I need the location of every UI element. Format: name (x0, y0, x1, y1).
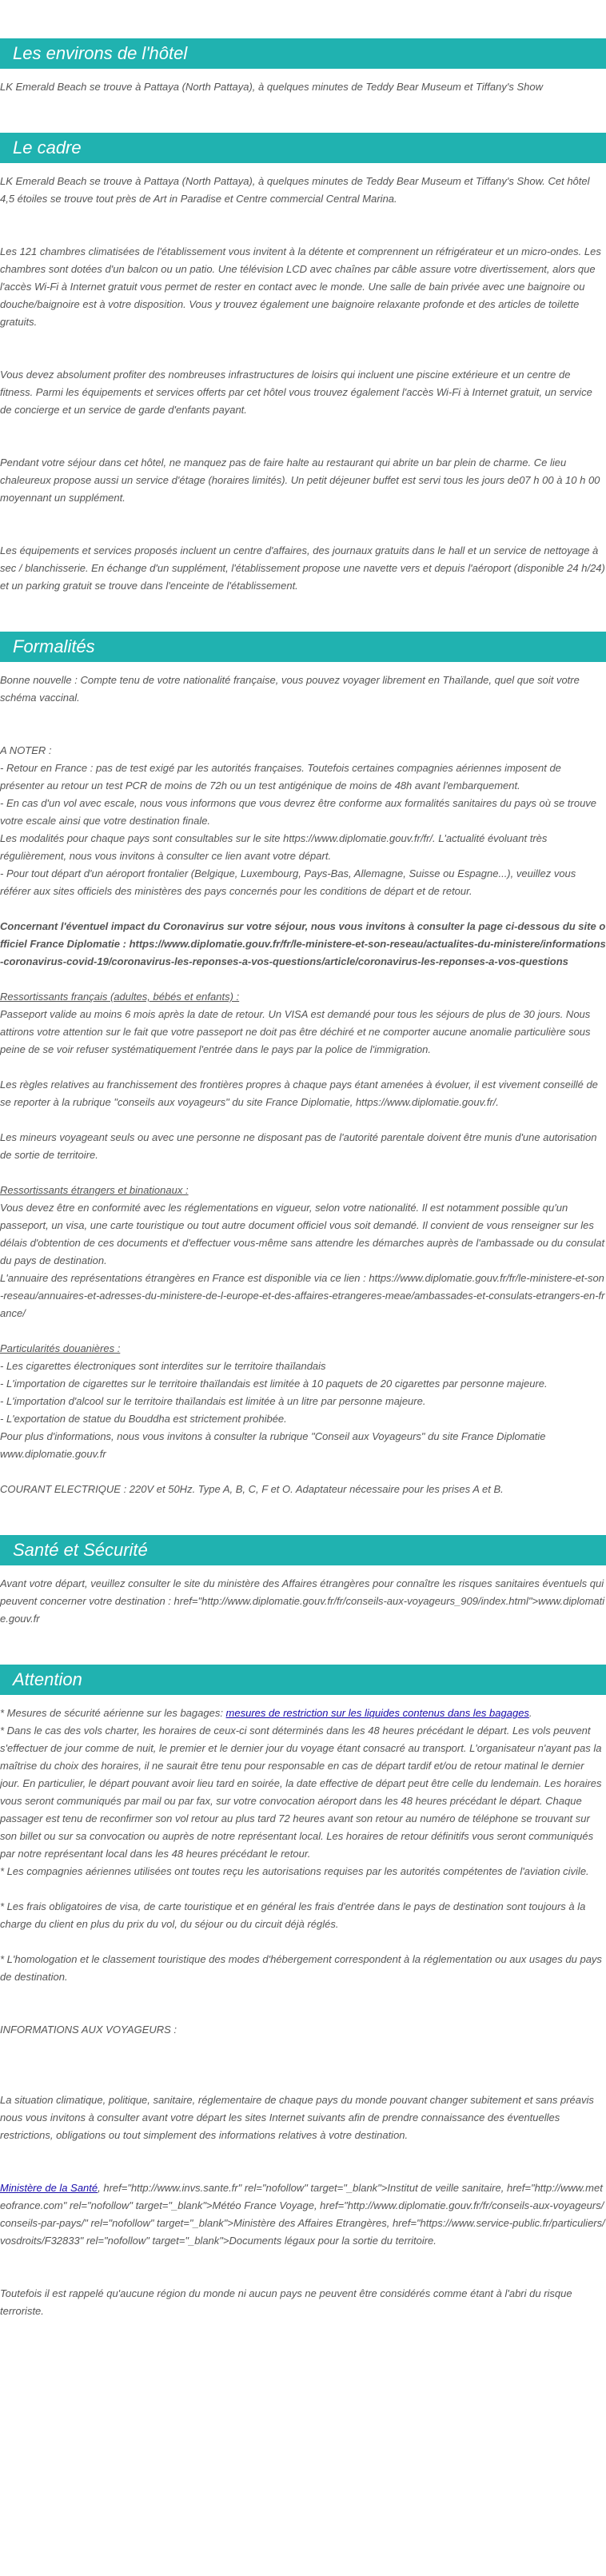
section-environs (0, 38, 606, 96)
section-attention (0, 1665, 606, 2320)
note-title: A NOTER : (0, 744, 52, 756)
bagages-suffix: . (528, 1707, 532, 1719)
mineurs-text: Les mineurs voyageant seuls ou avec une personne ne disposant pas de l'autorité parentale doivent être munis d'une autorisation de sortie de territoire. (0, 1131, 597, 1161)
terrorisme-text: Toutefois il est rappelé qu'aucune région du monde ni aucun pays ne peuvent être considérés comme étant à l'abri du risque terroriste. (0, 2287, 572, 2317)
douane-line: - Les cigarettes électroniques sont interdites sur le territoire thaïlandais (0, 1360, 326, 1372)
note-line: - Retour en France : pas de test exigé par les autorités françaises. Toutefois certaines compagnies aériennes imposent de présenter au retour un test PCR de moins de 72h ou un test antigénique de moins de 48h avant l'embarquement. (0, 762, 561, 792)
section-title-sante: Santé et Sécurité (0, 1535, 606, 1565)
bagages-prefix: * Mesures de sécurité aérienne sur les bagages: (0, 1707, 226, 1719)
regles-frontieres: Les règles relatives au franchissement des frontières propres à chaque pays étant amenées à évoluer, il est vivement conseillé de se reporter à la rubrique "conseils aux voyageurs" du site France Diplomatie, https://www.diplomatie.gouv.fr/. (0, 1079, 598, 1108)
section-title-environs: Les environs de l'hôtel (0, 38, 606, 69)
cadre-paragraph: Les 121 chambres climatisées de l'établissement vous invitent à la détente et comprennent un réfrigérateur et un micro-ondes. Les chambres sont dotées d'un balcon ou un patio. Une télévision LCD avec chaînes par câble assure votre divertissement, alors que l'accès Wi-Fi à Internet gratuit vous permet de rester en contact avec le monde. Une salle de bain privée avec une baignoire ou douche/baignoire est à votre disposition. Vous y trouvez également une baignoire relaxante profonde et des articles de toilette gratuits. (0, 245, 601, 328)
infos-voyageurs-title: INFORMATIONS AUX VOYAGEURS : (0, 2024, 177, 2036)
cadre-paragraph: LK Emerald Beach se trouve à Pattaya (North Pattaya), à quelques minutes de Teddy Bear Museum et Tiffany's Show. Cet hôtel 4,5 étoiles se trouve tout près de Art in Paradise et Centre commercial Central Marina. (0, 175, 590, 205)
section-title-attention: Attention (0, 1665, 606, 1695)
annuaire-text: L'annuaire des représentations étrangères en France est disponible via ce lien : https://www.diplomatie.gouv.fr/fr/le-ministere-et-son-reseau/annuaires-et-adresses-du-ministere-de-l-europe-et-des-affaires-etrangeres-meae/ambassades-et-consulats-etrangers-en-france/ (0, 1272, 605, 1319)
compagnies-text: * Les compagnies aériennes utilisées ont toutes reçu les autorisations requises par les autorités compétentes de l'aviation civile. (0, 1865, 589, 1877)
homologation-text: * L'homologation et le classement touristique des modes d'hébergement correspondent à la réglementation ou aux usages du pays de destination. (0, 1953, 602, 1983)
section-title-cadre: Le cadre (0, 133, 606, 163)
ministere-sante-link[interactable]: Ministère de la Santé (0, 2182, 98, 2194)
environs-content (0, 69, 606, 96)
ministere-links (0, 2179, 606, 2250)
formalites-intro: Bonne nouvelle : Compte tenu de votre nationalité française, vous pouvez voyager librement en Thaïlande, quel que soit votre schéma vaccinal. (0, 674, 580, 704)
douane-title: Particularités douanières : (0, 1342, 121, 1354)
ressortissants-francais-text: Passeport valide au moins 6 mois après la date de retour. Un VISA est demandé pour tous les séjours de plus de 30 jours. Nous attirons votre attention sur le fait que votre passeport ne doit pas être déchiré et ne comporter aucune anomalie particulière sous peine de se voir refuser systématiquement l'entrée dans le pays par la police de l'immigration. (0, 1008, 591, 1055)
note-line: Les modalités pour chaque pays sont consultables sur le site https://www.diplomatie.gouv.fr/fr/. L'actualité évoluant très régulièrement, nous vous invitons à consulter ce lien avant votre départ. (0, 832, 548, 862)
ressortissants-etrangers-text: Vous devez être en conformité avec les réglementations en vigueur, selon votre nationalité. Il est notamment possible qu'un passeport, un visa, une carte touristique ou tout autre document officiel vous soit demandé. Il convient de vous renseigner sur les délais d'obtention de ces documents et d'effectuer vous-même sans attendre les démarches auprès de l'ambassade ou du consulat du pays de destination. (0, 1202, 605, 1266)
charter-text: * Dans le cas des vols charter, les horaires de ceux-ci sont déterminés dans les 48 heures précédant le départ. Les vols peuvent s'effectuer de jour comme de nuit, le premier et le dernier jour du voyage étant consacré au transport. L'organisateur n'ayant pas la maîtrise du choix des horaires, il ne saurait être tenu pour responsable en cas de départ tardif et/ou de retour matinal le dernier jour. En particulier, le départ pouvant avoir lieu tard en soirée, la date effective de départ peut être celle du lendemain. Les horaires vous seront communiqués par mail ou par fax, sur votre convocation aéroport dans les 48 heures précédant le départ. Chaque passager est tenu de reconfirmer son vol retour au plus tard 72 heures avant son retour au numéro de téléphone se trouvant sur son billet ou sur sa convocation ou auprès de notre représentant local. Les horaires de retour définitifs vous seront communiqués par notre représentant local dans les 48 heures précédant le retour. (0, 1725, 602, 1860)
section-title-formalites: Formalités (0, 632, 606, 662)
frais-text: * Les frais obligatoires de visa, de carte touristique et en général les frais d'entrée dans le pays de destination sont toujours à la charge du client en plus du prix du vol, du séjour ou du circuit déjà réglés. (0, 1900, 586, 1930)
coronavirus-notice: Concernant l'éventuel impact du Coronavirus sur votre séjour, nous vous invitons à consulter la page ci-dessous du site officiel France Diplomatie : https://www.diplomatie.gouv.fr/fr/le-ministere-et-son-reseau/actualites-du-ministere/informations-coronavirus-covid-19/coronavirus-les-reponses-a-vos-questions/article/coronavirus-les-reponses-a-vos-questions (0, 920, 606, 967)
cadre-content (0, 163, 606, 595)
ressortissants-etrangers-title: Ressortissants étrangers et binationaux : (0, 1184, 189, 1196)
section-cadre (0, 133, 606, 595)
formalites-content (0, 662, 606, 1498)
douane-line: - L'importation de cigarettes sur le territoire thaïlandais est limitée à 10 paquets de 20 cigarettes par personne majeure. (0, 1378, 548, 1390)
ministere-links-text: , href="http://www.invs.sante.fr" rel="nofollow" target="_blank">Institut de veille sanitaire, href="http://www.meteofrance.com" rel="nofollow" target="_blank">Météo France Voyage, href="http://www.diplomatie.gouv.fr/fr/conseils-aux-voyageurs/conseils-par-pays/" rel="nofollow" target="_blank">Ministère des Affaires Etrangères, href="https://www.service-public.fr/particuliers/vosdroits/F32833" rel="nofollow" target="_blank">Documents légaux pour la sortie du territoire. (0, 2182, 605, 2247)
douane-line: - L'exportation de statue du Bouddha est strictement prohibée. (0, 1413, 287, 1425)
courant-electrique: COURANT ELECTRIQUE : 220V et 50Hz. Type A, B, C, F et O. Adaptateur nécessaire pour les prises A et B. (0, 1483, 504, 1495)
environs-text: LK Emerald Beach se trouve à Pattaya (North Pattaya), à quelques minutes de Teddy Bear Museum et Tiffany's Show (0, 81, 543, 93)
note-line: - En cas d'un vol avec escale, nous vous informons que vous devrez être conforme aux formalités sanitaires du pays où se trouve votre escale ainsi que votre destination finale. (0, 797, 597, 827)
cadre-paragraph: Les équipements et services proposés incluent un centre d'affaires, des journaux gratuits dans le hall et un service de nettoyage à sec / blanchisserie. En échange d'un supplément, l'établissement propose une navette vers et depuis l'aéroport (disponible 24 h/24) et un parking gratuit se trouve dans l'enceinte de l'établissement. (0, 544, 605, 592)
situation-text: La situation climatique, politique, sanitaire, réglementaire de chaque pays du monde pouvant changer subitement et sans préavis (0, 2094, 594, 2106)
cadre-paragraph: Pendant votre séjour dans cet hôtel, ne manquez pas de faire halte au restaurant qui abrite un bar plein de charme. Ce lieu chaleureux propose aussi un service d'étage (horaires limités). Un petit déjeuner buffet est servi tous les jours de07 h 00 à 10 h 00 moyennant un supplément. (0, 457, 600, 504)
section-sante (0, 1535, 606, 1628)
sante-text: Avant votre départ, veuillez consulter le site du ministère des Affaires étrangères pour connaître les risques sanitaires éventuels qui peuvent concerner votre destination : href="http://www.diplomatie.gouv.fr/fr/conseils-aux-voyageurs_909/index.html">www.diplomatie.gouv.fr (0, 1577, 605, 1625)
ressortissants-francais-title: Ressortissants français (adultes, bébés et enfants) : (0, 991, 240, 1003)
cadre-paragraph: Vous devez absolument profiter des nombreuses infrastructures de loisirs qui incluent une piscine extérieure et un centre de fitness. Parmi les équipements et services offerts par cet hôtel vous trouvez également l'accès Wi-Fi à Internet gratuit, un service de concierge et un service de garde d'enfants payant. (0, 369, 592, 416)
situation-text: nous vous invitons à consulter avant votre départ les sites Internet suivants afin de prendre connaissance des éventuelles restrictions, obligations ou tout simplement des informations relatives à votre destination. (0, 2111, 560, 2141)
liquides-restriction-link[interactable]: mesures de restriction sur les liquides contenus dans les bagages (225, 1707, 529, 1719)
bagages-line (0, 1705, 606, 1722)
section-formalites (0, 632, 606, 1498)
attention-content (0, 1695, 606, 2320)
page (0, 38, 606, 2320)
douane-line: Pour plus d'informations, nous vous invitons à consulter la rubrique "Conseil aux Voyageurs" du site France Diplomatie www.diplomatie.gouv.fr (0, 1430, 546, 1460)
note-line: - Pour tout départ d'un aéroport frontalier (Belgique, Luxembourg, Pays-Bas, Allemagne, Suisse ou Espagne...), veuillez vous référer aux sites officiels des ministères des pays concernés pour les conditions de départ et de retour. (0, 867, 576, 897)
douane-line: - L'importation d'alcool sur le territoire thaïlandais est limitée à un litre par personne majeure. (0, 1395, 426, 1407)
sante-content (0, 1565, 606, 1628)
